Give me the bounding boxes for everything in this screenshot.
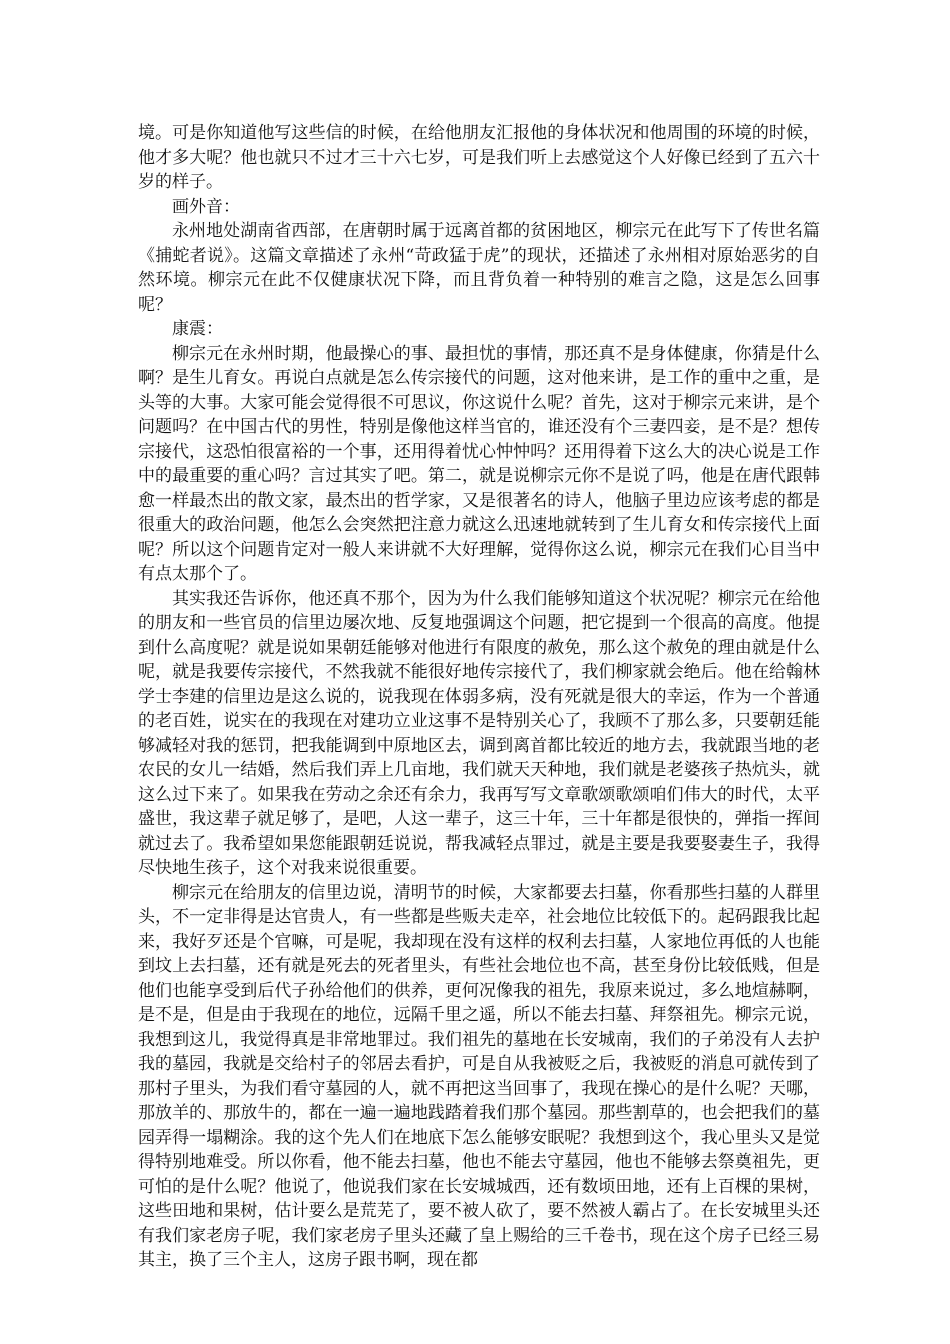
paragraph-body: 其实我还告诉你，他还真不那个，因为为什么我们能够知道这个状况呢？柳宗元在给他的朋友和一些官员的信里边屡次地、反复地强调这个问题，把它提到一个很高的高度。他提到什么高度呢？就是说如果朝廷能够对他进行有限度的赦免，那么这个赦免的理由就是什么呢，就是我要传宗接代，不然我就不能很好地传宗接代了，我们柳家就会绝后。他在给翰林学士李建的信里边是这么说的，说我现在体弱多病，没有死就是很大的幸运，作为一个普通的老百姓，说实在的我现在对建功立业这事不是特别关心了，我顾不了那么多，只要朝廷能够减轻对我的惩罚，把我能调到中原地区去，调到离首都比较近的地方去，我就跟当地的老农民的女儿一结婚，然后我们弄上几亩地，我们就天天种地，我们就是老婆孩子热炕头，就这么过下来了。如果我在劳动之余还有余力，我再写写文章歌颂歌颂咱们伟大的时代，太平盛世，我这辈子就足够了，是吧，人这一辈子，这三十年，三十年都是很快的，弹指一挥间就过去了。我希望如果您能跟朝廷说说，帮我减轻点罪过，就是主要是我要娶妻生子，我得尽快地生孩子，这个对我来说很重要。 — [138, 588, 820, 878]
speaker-label-narrator: 画外音： — [172, 196, 240, 217]
paragraph-body: 柳宗元在永州时期，他最操心的事、最担忧的事情，那还真不是身体健康，你猜是什么啊？是生儿育女。再说白点就是怎么传宗接代的问题，这对他来讲，是工作的重中之重，是头等的大事。大家可能会觉得很不可思议，你这说什么呢？首先，这对于柳宗元来讲，是个问题吗？在中国古代的男性，特别是像他这样当官的，谁还没有个三妻四妾，是不是？想传宗接代，这恐怕很富裕的一个事，还用得着忧心忡忡吗？还用得着下这么大的决心说是工作中的最重要的重心吗？言过其实了吧。第二，就是说柳宗元你不是说了吗，他是在唐代跟韩愈一样最杰出的散文家，最杰出的哲学家，又是很著名的诗人，他脑子里边应该考虑的都是很重大的政治问题，他怎么会突然把注意力就这么迅速地就转到了生儿育女和传宗接代上面呢？所以这个问题肯定对一般人来讲就不大好理解，觉得你这么说，柳宗元在我们心目当中有点太那个了。 — [138, 343, 820, 584]
paragraph-body: 柳宗元在给朋友的信里边说，清明节的时候，大家都要去扫墓，你看那些扫墓的人群里头，不一定非得是达官贵人，有一些都是些贩夫走卒，社会地位比较低下的。起码跟我比起来，我好歹还是个官嘛，可是呢，我却现在没有这样的权利去扫墓，人家地位再低的人也能到坟上去扫墓，还有就是死去的死者里头，有些社会地位也不高，甚至身份比较低贱，但是他们也能享受到后代子孙给他们的供养，更何况像我的祖先，我原来说过，多么地煊赫啊，是不是，但是由于我现在的地位，远隔千里之遥，所以不能去扫墓、拜祭祖先。柳宗元说，我想到这儿，我觉得真是非常地罪过。我们祖先的墓地在长安城南，我们的子弟没有人去护我的墓园，我就是交给村子的邻居去看护，可是自从我被贬之后，我被贬的消息可就传到了那村子里头，为我们看守墓园的人，就不再把这当回事了，我现在操心的是什么呢？天哪，那放羊的、那放牛的，都在一遍一遍地践踏着我们那个墓园。那些割草的，也会把我们的墓园弄得一塌糊涂。我的这个先人们在地底下怎么能够安眠呢？我想到这个，我心里头又是觉得特别地难受。所以你看，他不能去扫墓，他也不能去守墓园，他也不能够去祭奠祖先，更可怕的是什么呢？他说了，他说我们家在长安城城西，还有数顷田地，还有上百棵的果树，这些田地和果树，估计要么是荒芜了，要不被人砍了，要不然被人霸占了。在长安城里头还有我们家老房子呢，我们家老房子里头还藏了皇上赐给的三千卷书，现在这个房子已经三易其主，换了三个主人，这房子跟书啊，现在都 — [138, 882, 820, 1270]
document-page — [138, 121, 820, 1273]
paragraph-narration: 永州地处湖南省西部，在唐朝时属于远离首都的贫困地区，柳宗元在此写下了传世名篇《捕蛇者说》。这篇文章描述了永州“苛政猛于虎”的现状，还描述了永州相对原始恶劣的自然环境。柳宗元在此不仅健康状况下降，而且背负着一种特别的难言之隐，这是怎么回事呢？ — [138, 221, 820, 315]
paragraph-continuation: 境。可是你知道他写这些信的时候，在给他朋友汇报他的身体状况和他周围的环境的时候，他才多大呢？他也就只不过才三十六七岁，可是我们听上去感觉这个人好像已经到了五六十岁的样子。 — [138, 123, 820, 192]
speaker-label-kang-zhen: 康震： — [172, 319, 223, 339]
